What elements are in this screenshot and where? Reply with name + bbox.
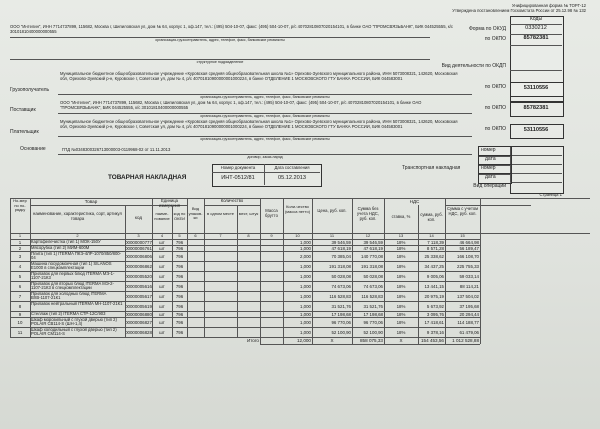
row-sum: 47 618,19 bbox=[363, 245, 383, 251]
row-qty: 1,000 bbox=[300, 329, 311, 335]
transport-date-label: дата bbox=[485, 174, 496, 180]
row-vat: 13 441,15 bbox=[424, 283, 444, 289]
supplier-caption: организация-грузоотправитель, адрес, телефон, факс, банковские реквизиты bbox=[200, 114, 330, 118]
row-unit: шт bbox=[159, 245, 165, 251]
payer-okpo-label: по ОКПО bbox=[484, 126, 506, 132]
row-rate: 18% bbox=[396, 319, 406, 325]
totals-sum: 858 075,33 bbox=[360, 338, 383, 343]
row-vat: 9 378,16 bbox=[426, 329, 444, 335]
row-total: 225 755,33 bbox=[457, 263, 479, 269]
consignee-label: Грузополучатель bbox=[10, 87, 50, 93]
row-qty: 1,000 bbox=[300, 273, 311, 279]
col-header-okei: код по ОКЕИ bbox=[173, 211, 186, 221]
row-vat: 8 571,28 bbox=[426, 245, 444, 251]
col-header-price: Цена, руб. коп. bbox=[317, 208, 347, 213]
col-number-2: 2 bbox=[76, 232, 79, 238]
okpo-top-value: 85782381 bbox=[523, 35, 549, 41]
doc-date: 05.12.2013 bbox=[278, 175, 306, 181]
totals-x-price: X bbox=[330, 338, 334, 343]
row-okei: 796 bbox=[175, 253, 184, 259]
row-okei: 796 bbox=[175, 283, 184, 289]
row-vat: 25 338,62 bbox=[424, 253, 444, 259]
okud-label: Форма по ОКУД bbox=[468, 26, 506, 32]
row-name: Картофелечистка (тип 1) МОК-150У bbox=[31, 238, 101, 244]
col-number-14: 14 bbox=[429, 232, 434, 238]
row-n: 7 bbox=[18, 293, 22, 299]
struct-caption: структурное подразделение bbox=[196, 60, 244, 64]
row-n: 9 bbox=[18, 311, 22, 317]
row-sum: 50 028,08 bbox=[363, 273, 383, 279]
col-header-vat: НДС bbox=[409, 199, 420, 204]
row-code: 00000005616 bbox=[125, 283, 152, 289]
row-total: 137 504,02 bbox=[457, 293, 479, 299]
col-header-unit: Единица измерения bbox=[158, 198, 181, 208]
row-code: 00000006827 bbox=[125, 319, 152, 325]
row-qty: 1,000 bbox=[300, 293, 311, 299]
row-total: 20 294,44 bbox=[459, 311, 479, 317]
payer-text: Муниципальное бюджетное общеобразовательное учреждение «Куровская средняя общеобразовательная школа №1» Орехово-Зуевского муниципального района, ИНН 5073008321, 142620, Московская обл, Орехово-Зуевский р-н, Куровское г, Советская ул, дом № 4, р/с 40701810900000001000224, в банке ОТДЕЛЕНИЕ 1 МОСКОВСКОГО ГТУ БАНКА РОССИИ, БИК 044583001 bbox=[60, 119, 458, 129]
row-unit: шт bbox=[159, 329, 165, 335]
row-okei: 796 bbox=[175, 319, 184, 325]
col-header-qty-one: в одном месте bbox=[207, 211, 234, 216]
row-name: Стеллаж (тип 2) ITERMA СТР-12С/903 bbox=[31, 310, 106, 316]
row-n: 4 bbox=[18, 263, 22, 269]
row-name: Шкаф холодильный с глухой дверью (тип 2) POLAIR CM114-S bbox=[31, 326, 117, 337]
row-price: 39 546,59 bbox=[331, 239, 351, 245]
row-qty: 1,000 bbox=[300, 311, 311, 317]
row-qty: 1,000 bbox=[300, 263, 311, 269]
row-n: 1 bbox=[18, 239, 22, 245]
row-unit: шт bbox=[159, 239, 165, 245]
row-vat: 9 005,06 bbox=[426, 273, 444, 279]
col-number-13: 13 bbox=[398, 232, 404, 238]
row-total: 46 664,98 bbox=[459, 239, 479, 245]
supplier-label: Поставщик bbox=[10, 107, 36, 113]
row-total: 56 189,47 bbox=[459, 245, 479, 251]
basis-caption: договор, заказ-наряд bbox=[247, 155, 283, 159]
row-rate: 18% bbox=[396, 239, 406, 245]
row-qty: 2,000 bbox=[300, 253, 311, 259]
codes-label: Коды bbox=[529, 16, 543, 22]
doc-title: ТОВАРНАЯ НАКЛАДНАЯ bbox=[108, 174, 187, 181]
row-code: 00000000777 bbox=[125, 239, 152, 245]
row-code: 00000006880 bbox=[125, 311, 152, 317]
row-unit: шт bbox=[159, 293, 165, 299]
col-number-11: 11 bbox=[329, 232, 335, 238]
row-price: 70 385,04 bbox=[331, 253, 351, 259]
totals-qty: 12,000 bbox=[296, 338, 311, 343]
supplier-okpo-label: по ОКПО bbox=[484, 105, 506, 111]
row-qty: 1,000 bbox=[300, 283, 311, 289]
supplier-okpo: 85782381 bbox=[523, 105, 549, 111]
doc-num-header: Номер документа bbox=[220, 165, 256, 170]
row-rate: 18% bbox=[396, 273, 406, 279]
row-okei: 796 bbox=[175, 293, 184, 299]
row-unit: шт bbox=[159, 263, 165, 269]
col-number-10: 10 bbox=[295, 232, 300, 238]
row-code: 00000006761 bbox=[125, 245, 152, 251]
supplier-text: ООО "Интелин", ИНН 7714737899, 115682, Москва г, Шипиловская ул, дом № 64, корпус 1, оф.147, тел.: (495) 504-10-07, факс: (495) 504-10-07, р/с 40702810807020154101, в банке ОАО "ПРОМСВЯЗЬБАНК", БИК 044525555, к/с 30101810400000000555 bbox=[60, 100, 422, 110]
row-n: 6 bbox=[18, 283, 22, 289]
row-sum: 52 100,90 bbox=[363, 329, 383, 335]
payer-okpo: 53110556 bbox=[523, 127, 549, 133]
row-rate: 18% bbox=[396, 253, 406, 259]
row-price: 52 100,90 bbox=[331, 329, 351, 335]
row-total: 114 188,77 bbox=[457, 319, 479, 325]
row-rate: 18% bbox=[396, 329, 406, 335]
row-total: 59 033,14 bbox=[459, 273, 479, 279]
okud-value: 0330212 bbox=[525, 25, 547, 31]
col-number-9: 9 bbox=[270, 232, 273, 238]
col-number-8: 8 bbox=[247, 232, 250, 238]
row-okei: 796 bbox=[175, 329, 184, 335]
totals-vat: 154 453,56 bbox=[421, 338, 444, 343]
form-note-1: Унифицированная форма № ТОРГ-12 bbox=[511, 3, 586, 8]
row-rate: 18% bbox=[396, 303, 406, 309]
row-name: Плита (тип 1) ITERMA ПКЭ-4ЛР-1070/850/800-04 bbox=[31, 250, 122, 261]
row-n: 5 bbox=[18, 273, 22, 279]
row-unit: шт bbox=[159, 253, 165, 259]
col-header-unit-name: наиме-нование bbox=[154, 211, 170, 221]
transport-number-label: номер bbox=[481, 165, 496, 171]
row-name: Машина посудомоечная (тип 1) SILANOS E1000 в спецкомплектации bbox=[31, 260, 112, 271]
row-sum: 31 521,76 bbox=[363, 303, 383, 309]
row-name: Мясорубка (тип 2) МИМ-600М bbox=[31, 244, 90, 250]
col-number-5: 5 bbox=[178, 232, 181, 238]
row-okei: 796 bbox=[175, 303, 184, 309]
operation-label: Вид операции bbox=[473, 183, 506, 189]
consignee-caption: организация-грузоотправитель, адрес, телефон, факс, банковские реквизиты bbox=[200, 95, 330, 99]
row-total: 166 108,70 bbox=[457, 253, 479, 259]
row-name: Прилавок для холодных блюд ITERMA ВХВ-1107-21К1 bbox=[31, 290, 107, 301]
row-rate: 18% bbox=[396, 293, 406, 299]
row-name: Прилавок для вторых блюд ITERMA МЭ-2-1107-21К3 в спецкомплектации bbox=[31, 280, 114, 291]
basis-number-label: номер bbox=[481, 147, 496, 153]
row-unit: шт bbox=[159, 311, 165, 317]
shipper-org: ООО "Интелин", ИНН 7714737899, 115682, Москва г, Шипиловская ул, дом № 64, корпус 1, оф.147, тел.: (495) 504-10-07, факс: (495) 504-10-07, р/с 40702810807020154101, в банке ОАО "ПРОМСВЯЗЬБАНК", БИК 044525555, к/с 30101810400000000555 bbox=[10, 24, 453, 34]
row-total: 88 114,21 bbox=[459, 283, 479, 289]
row-vat: 20 975,19 bbox=[424, 293, 444, 299]
row-price: 116 528,83 bbox=[329, 293, 351, 299]
row-qty: 1,000 bbox=[300, 245, 311, 251]
col-header-number: Но-мер по по-рядку bbox=[13, 198, 27, 213]
payer-label: Плательщик bbox=[10, 129, 39, 135]
row-price: 31 521,76 bbox=[331, 303, 351, 309]
row-unit: шт bbox=[159, 303, 165, 309]
row-unit: шт bbox=[159, 283, 165, 289]
row-okei: 796 bbox=[175, 239, 184, 245]
consignee-text: Муниципальное бюджетное общеобразовательное учреждение «Куровская средняя общеобразовательная школа №1» Орехово-Зуевского муниципального района, ИНН 5073008321, 142620, Московская обл, Орехово-Зуевский р-н, Куровское г, Советская ул, дом № 4, р/с 40701810900000001000224, в банке ОТДЕЛЕНИЕ 1 МОСКОВСКОГО ГТУ БАНКА РОССИИ, БИК 044583001 bbox=[60, 71, 458, 81]
col-number-4: 4 bbox=[160, 232, 164, 238]
transport-label: Транспортная накладная bbox=[402, 165, 461, 171]
payer-caption: организация-грузоотправитель, адрес, телефон, факс, банковские реквизиты bbox=[200, 137, 330, 141]
row-vat: 7 118,39 bbox=[427, 239, 444, 245]
row-name: Прилавок для первых блюд ITERMA МЭ-1-1107-21К3 bbox=[31, 270, 115, 281]
form-note-2: Утверждена постановлением Госкомстата России от 25.12.98 № 132 bbox=[452, 8, 586, 13]
consignee-okpo-label: по ОКПО bbox=[484, 84, 506, 90]
row-price: 47 618,19 bbox=[331, 245, 351, 251]
totals-label: Итого bbox=[246, 338, 259, 343]
row-vat: 5 673,92 bbox=[426, 303, 444, 309]
shipper-caption: организация-грузоотправитель, адрес, телефон, факс, банковские реквизиты bbox=[155, 38, 285, 42]
row-sum: 17 198,68 bbox=[363, 311, 383, 317]
row-qty: 1,000 bbox=[300, 319, 311, 325]
col-header-vat-rate: ставка, % bbox=[391, 214, 411, 219]
totals-total: 1 012 528,88 bbox=[452, 338, 479, 343]
col-number-1: 1 bbox=[18, 232, 22, 238]
col-number-12: 12 bbox=[365, 232, 371, 238]
okpo-top-label: по ОКПО bbox=[484, 36, 506, 42]
row-code: 00000006828 bbox=[125, 329, 152, 335]
basis-label: Основание bbox=[20, 146, 46, 152]
row-price: 17 198,68 bbox=[331, 311, 351, 317]
row-vat: 3 095,76 bbox=[426, 311, 444, 317]
row-okei: 796 bbox=[175, 311, 184, 317]
col-header-net: Коли-чество (масса нетто) bbox=[284, 204, 311, 214]
row-price: 96 770,06 bbox=[331, 319, 351, 325]
consignee-okpo: 53110556 bbox=[523, 85, 549, 91]
row-n: 8 bbox=[18, 303, 22, 309]
row-rate: 18% bbox=[396, 245, 406, 251]
row-rate: 18% bbox=[396, 283, 406, 289]
col-header-qty-places: мест, штук bbox=[238, 211, 259, 216]
doc-number: ИНТ-0512/81 bbox=[221, 175, 255, 181]
row-qty: 1,000 bbox=[300, 303, 311, 309]
col-header-pack: Вид упаков-ки bbox=[188, 206, 203, 221]
row-unit: шт bbox=[159, 273, 165, 279]
col-header-qty: Количество bbox=[220, 198, 244, 203]
col-number-6: 6 bbox=[194, 232, 197, 238]
row-name: Прилавок нейтральный ITERMA МН-1107-21К1 bbox=[31, 300, 123, 306]
row-sum: 39 546,59 bbox=[363, 239, 383, 245]
row-code: 00000006862 bbox=[125, 263, 152, 269]
col-header-sum-no-vat: Сумма без учета НДС, руб. коп. bbox=[357, 206, 379, 221]
row-code: 00000005619 bbox=[125, 303, 152, 309]
row-sum: 191 318,08 bbox=[361, 263, 383, 269]
row-okei: 796 bbox=[175, 273, 184, 279]
col-header-goods-code: код bbox=[134, 215, 143, 220]
page-label: Страница 1 bbox=[539, 192, 562, 197]
col-header-goods: Товар bbox=[84, 199, 98, 204]
row-qty: 1,000 bbox=[300, 239, 311, 245]
totals-x-rate: X bbox=[399, 338, 403, 343]
doc-date-header: Дата составления bbox=[274, 165, 310, 170]
activity-label: Вид деятельности по ОКДП bbox=[441, 63, 506, 69]
row-price: 50 028,08 bbox=[331, 273, 351, 279]
row-vat: 17 418,61 bbox=[424, 319, 444, 325]
col-header-vat-sum: сумма, руб. коп. bbox=[420, 212, 443, 222]
row-total: 61 479,06 bbox=[459, 329, 479, 335]
row-n: 2 bbox=[18, 245, 22, 251]
basis-date-label: дата bbox=[485, 156, 496, 162]
row-okei: 796 bbox=[175, 263, 184, 269]
row-total: 37 195,68 bbox=[459, 303, 479, 309]
row-price: 191 318,08 bbox=[329, 263, 351, 269]
col-number-3: 3 bbox=[137, 232, 140, 238]
row-sum: 74 673,06 bbox=[363, 283, 383, 289]
row-code: 00000005617 bbox=[125, 293, 152, 299]
row-rate: 18% bbox=[396, 311, 406, 317]
col-header-sum-vat: Сумма с учетом НДС, руб. коп. bbox=[446, 206, 479, 216]
row-vat: 34 437,25 bbox=[424, 263, 444, 269]
row-n: 3 bbox=[18, 253, 22, 259]
col-header-gross: Масса брутто bbox=[265, 208, 278, 218]
row-n: 10 bbox=[17, 319, 23, 325]
col-header-goods-name: наименование, характеристика, сорт, артикул товара bbox=[33, 211, 122, 221]
basis-text: ГПД №0348300326713000003-0119968-02 от 11.11.2013 bbox=[62, 147, 171, 152]
row-price: 74 673,06 bbox=[331, 283, 351, 289]
row-code: 00000006806 bbox=[125, 253, 152, 259]
row-rate: 18% bbox=[396, 263, 406, 269]
row-sum: 116 528,83 bbox=[361, 293, 383, 299]
row-sum: 140 770,08 bbox=[361, 253, 383, 259]
row-name: Шкаф морозильный с глухой дверью (тип 2) POLAIR CB114-S (ШН-1,4) bbox=[31, 316, 117, 327]
row-sum: 96 770,06 bbox=[363, 319, 383, 325]
col-number-15: 15 bbox=[460, 232, 465, 238]
col-number-7: 7 bbox=[219, 232, 222, 238]
row-code: 00000005520 bbox=[125, 273, 152, 279]
row-okei: 796 bbox=[175, 245, 184, 251]
row-unit: шт bbox=[159, 319, 165, 325]
row-n: 11 bbox=[17, 329, 23, 335]
